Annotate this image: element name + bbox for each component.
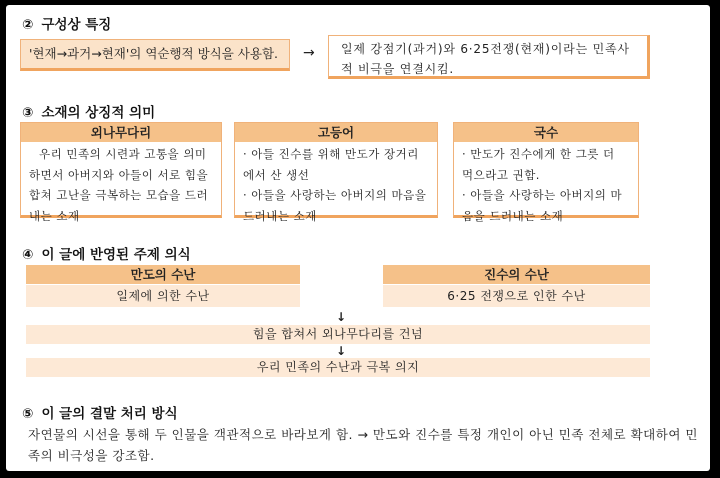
mando-suffering-text: 일제에 의한 수난 [26,285,300,307]
section-2-heading [22,13,111,33]
ending-method-text: 자연물의 시선을 통해 두 인물을 객관적으로 바라보게 함. → 만도와 진수를 특정 개인이 아닌 민족 전체로 확대하여 민족의 비극성을 강조함. [28,427,698,463]
section-4-heading [22,243,191,263]
section-2-title: 구성상 특징 [41,17,112,33]
section-4-title: 이 글에 반영된 주제 의식 [41,247,191,263]
flow-step-cross-bridge: 힘을 합쳐서 외나무다리를 건넘 [26,325,650,344]
structure-arrow: → [303,45,315,61]
flow-step-theme: 우리 민족의 수난과 극복 의지 [26,358,650,377]
section-5-heading [22,402,178,422]
symbol-card-noodles-title: 국수 [454,123,638,142]
document-page [6,5,710,471]
symbol-card-bridge-title: 외나무다리 [21,123,221,142]
flow-arrow-1: ↓ [336,310,347,324]
section-3-title: 소재의 상징적 의미 [41,105,156,121]
flow-arrow-2: ↓ [336,344,347,358]
section-3-heading [22,101,155,121]
section-3-number: ③ [22,105,34,121]
structure-feature-text: '현재→과거→현재'의 역순행적 방식을 사용함. [29,46,278,61]
symbol-card-mackerel-body [235,142,437,228]
symbol-card-bridge [20,122,222,223]
section-5-title: 이 글의 결말 처리 방식 [41,406,178,422]
mando-suffering-title: 만도의 수난 [26,265,300,284]
structure-feature-box [20,39,290,71]
jinsu-suffering-title: 진수의 수난 [383,265,650,284]
symbol-card-noodles-body [454,142,638,228]
structure-effect-box [328,35,650,79]
symbol-card-mackerel [234,122,438,223]
symbol-card-noodles-line-1: · 만도가 진수에게 한 그릇 더 먹으라고 권함. [462,147,615,182]
section-4-number: ④ [22,247,34,263]
symbol-card-mackerel-title: 고등어 [235,123,437,142]
section-5-number: ⑤ [22,406,34,422]
section-2-number: ② [22,17,34,33]
symbol-card-bridge-text: 우리 민족의 시련과 고통을 의미하면서 아버지와 아들이 서로 힘을 합쳐 고난을 극복하는 모습을 드러내는 소재 [29,147,209,223]
symbol-card-noodles-line-2: · 아들을 사랑하는 아버지의 마음을 드러내는 소재 [462,188,623,223]
symbol-card-noodles [453,122,639,223]
symbol-card-mackerel-line-1: · 아들 진수를 위해 만도가 장거리에서 산 생선 [243,147,419,182]
symbol-card-mackerel-line-2: · 아들을 사랑하는 아버지의 마음을 드러내는 소재 [243,188,427,223]
structure-effect-text: 일제 강점기(과거)와 6·25전쟁(현재)이라는 민족사적 비극을 연결시킴. [341,42,630,76]
jinsu-suffering-text: 6·25 전쟁으로 인한 수난 [383,285,650,307]
